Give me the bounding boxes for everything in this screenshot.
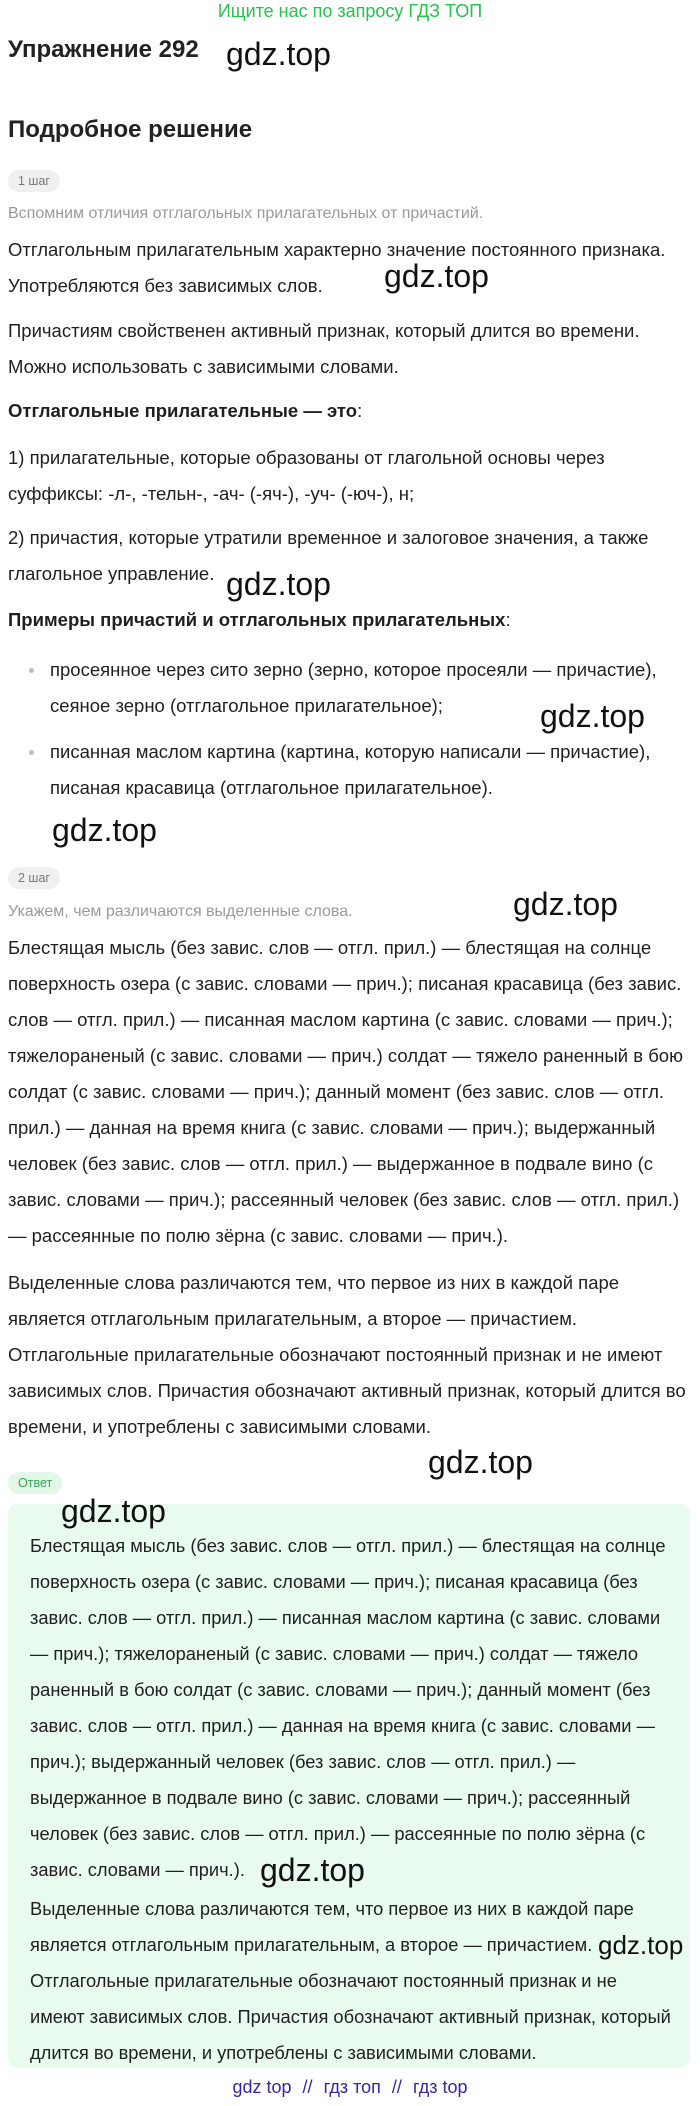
step-2-hint: Укажем, чем различаются выделенные слова. xyxy=(8,903,353,920)
step-1-paragraph-1: Отглагольным прилагательным характерно значение постоянного признака. Употребляются без зависимых слов. xyxy=(8,239,666,296)
watermark: gdz.top xyxy=(513,886,618,922)
answer-paragraph-2: Выделенные слова различаются тем, что первое из них в каждой паре является отглагольным прилагательным, а второе — причастием. Отглагольные прилагательные обозначают постоянный признак и не имеют зависимых слов. Причастия обозначают активный признак, который длится во времени, и употреблены с зависимыми словами. xyxy=(30,1898,671,2063)
definition-item-1: 1) прилагательные, которые образованы от глагольной основы через суффиксы: -л-, -тельн-, -ач- (-яч-), -уч- (-юч-), н; xyxy=(8,447,605,504)
step-1-badge-label: 1 шаг xyxy=(8,170,60,192)
list-item: писанная маслом картина (картина, которую написали — причастие), писаная красавица (отглагольное прилагательное). xyxy=(8,734,668,806)
definition-item-2: 2) причастия, которые утратили временное и залоговое значения, а также глагольное управление. xyxy=(8,527,649,584)
watermark: gdz.top xyxy=(384,258,489,294)
examples-colon: : xyxy=(505,609,511,630)
footer-link-gdz-top[interactable]: gdz top xyxy=(232,2077,292,2097)
examples-line xyxy=(8,602,692,638)
answer-badge xyxy=(8,1472,62,1494)
definition-line xyxy=(8,393,692,429)
answer-paragraph-1: Блестящая мысль (без завис. слов — отгл. прил.) — блестящая на солнце поверхность озера (с завис. словами — прич.); писаная красавица (без завис. слов — отгл. прил.) — писанная маслом картина (с завис. словами — прич.); тяжелораненый (с завис. словами — прич.) солдат — тяжело раненный в бою солдат (с завис. словами — прич.); данный момент (без завис. слов — отгл. прил.) — данная на время книга (с завис. словами — прич.); выдержанный человек (без завис. слов — отгл. прил.) — выдержанное в подвале вино (с завис. словами — прич.); рассеянный человек (без завис. слов — отгл. прил.) — рассеянные по полю зёрна (с завис. словами — прич.). xyxy=(30,1535,666,1880)
step-2-badge-label: 2 шаг xyxy=(8,867,60,889)
watermark: gdz.top xyxy=(52,812,157,848)
watermark: gdz.top xyxy=(260,1852,365,1888)
section-title: Подробное решение xyxy=(8,116,253,143)
search-banner[interactable]: Ищите нас по запросу ГДЗ ТОП xyxy=(217,1,483,21)
watermark: gdz.top xyxy=(226,36,331,72)
definition-bold: Отглагольные прилагательные — это xyxy=(8,400,358,421)
list-item: просеянное через сито зерно (зерно, которое просеяли — причастие), сеяное зерно (отглагольное прилагательное); xyxy=(8,652,668,724)
answer-badge-label: Ответ xyxy=(8,1472,62,1494)
footer-link-gdz-top-ru[interactable]: гдз топ xyxy=(323,2077,381,2097)
footer-separator: // xyxy=(302,2077,313,2097)
footer-link-gdz-top-mixed[interactable]: гдз top xyxy=(412,2077,468,2097)
footer-separator: // xyxy=(391,2077,402,2097)
footer-links xyxy=(0,2077,700,2098)
watermark: gdz.top xyxy=(226,566,331,602)
watermark: gdz.top xyxy=(428,1444,533,1480)
step-2-paragraph-1: Блестящая мысль (без завис. слов — отгл. прил.) — блестящая на солнце поверхность озера (с завис. словами — прич.); писаная красавица (без завис. слов — отгл. прил.) — писанная маслом картина (с завис. словами — прич.); тяжелораненый (с завис. словами — прич.) солдат — тяжело раненный в бою солдат (с завис. словами — прич.); данный момент (без завис. слов — отгл. прил.) — данная на время книга (с завис. словами — прич.); выдержанный человек (без завис. слов — отгл. прил.) — выдержанное в подвале вино (с завис. словами — прич.); рассеянный человек (без завис. слов — отгл. прил.) — рассеянные по полю зёрна (с завис. словами — прич.). xyxy=(8,937,683,1246)
step-2-badge xyxy=(8,867,60,889)
step-1-paragraph-2: Причастиям свойственен активный признак, который длится во времени. Можно использовать с зависимыми словами. xyxy=(8,320,640,377)
definition-colon: : xyxy=(357,400,363,421)
watermark: gdz.top xyxy=(61,1493,166,1529)
exercise-title: Упражнение 292 xyxy=(8,36,199,63)
watermark: gdz.top xyxy=(598,1930,684,1960)
examples-bold: Примеры причастий и отглагольных прилагательных xyxy=(8,609,506,630)
watermark: gdz.top xyxy=(540,698,645,734)
step-2-paragraph-2: Выделенные слова различаются тем, что первое из них в каждой паре является отглагольным прилагательным, а второе — причастием. Отглагольные прилагательные обозначают постоянный признак и не имеют зависимых слов. Причастия обозначают активный признак, который длится во времени, и употреблены с зависимыми словами. xyxy=(8,1272,686,1437)
step-1-badge xyxy=(8,170,60,192)
step-1-hint: Вспомним отличия отглагольных прилагательных от причастий. xyxy=(8,205,484,222)
